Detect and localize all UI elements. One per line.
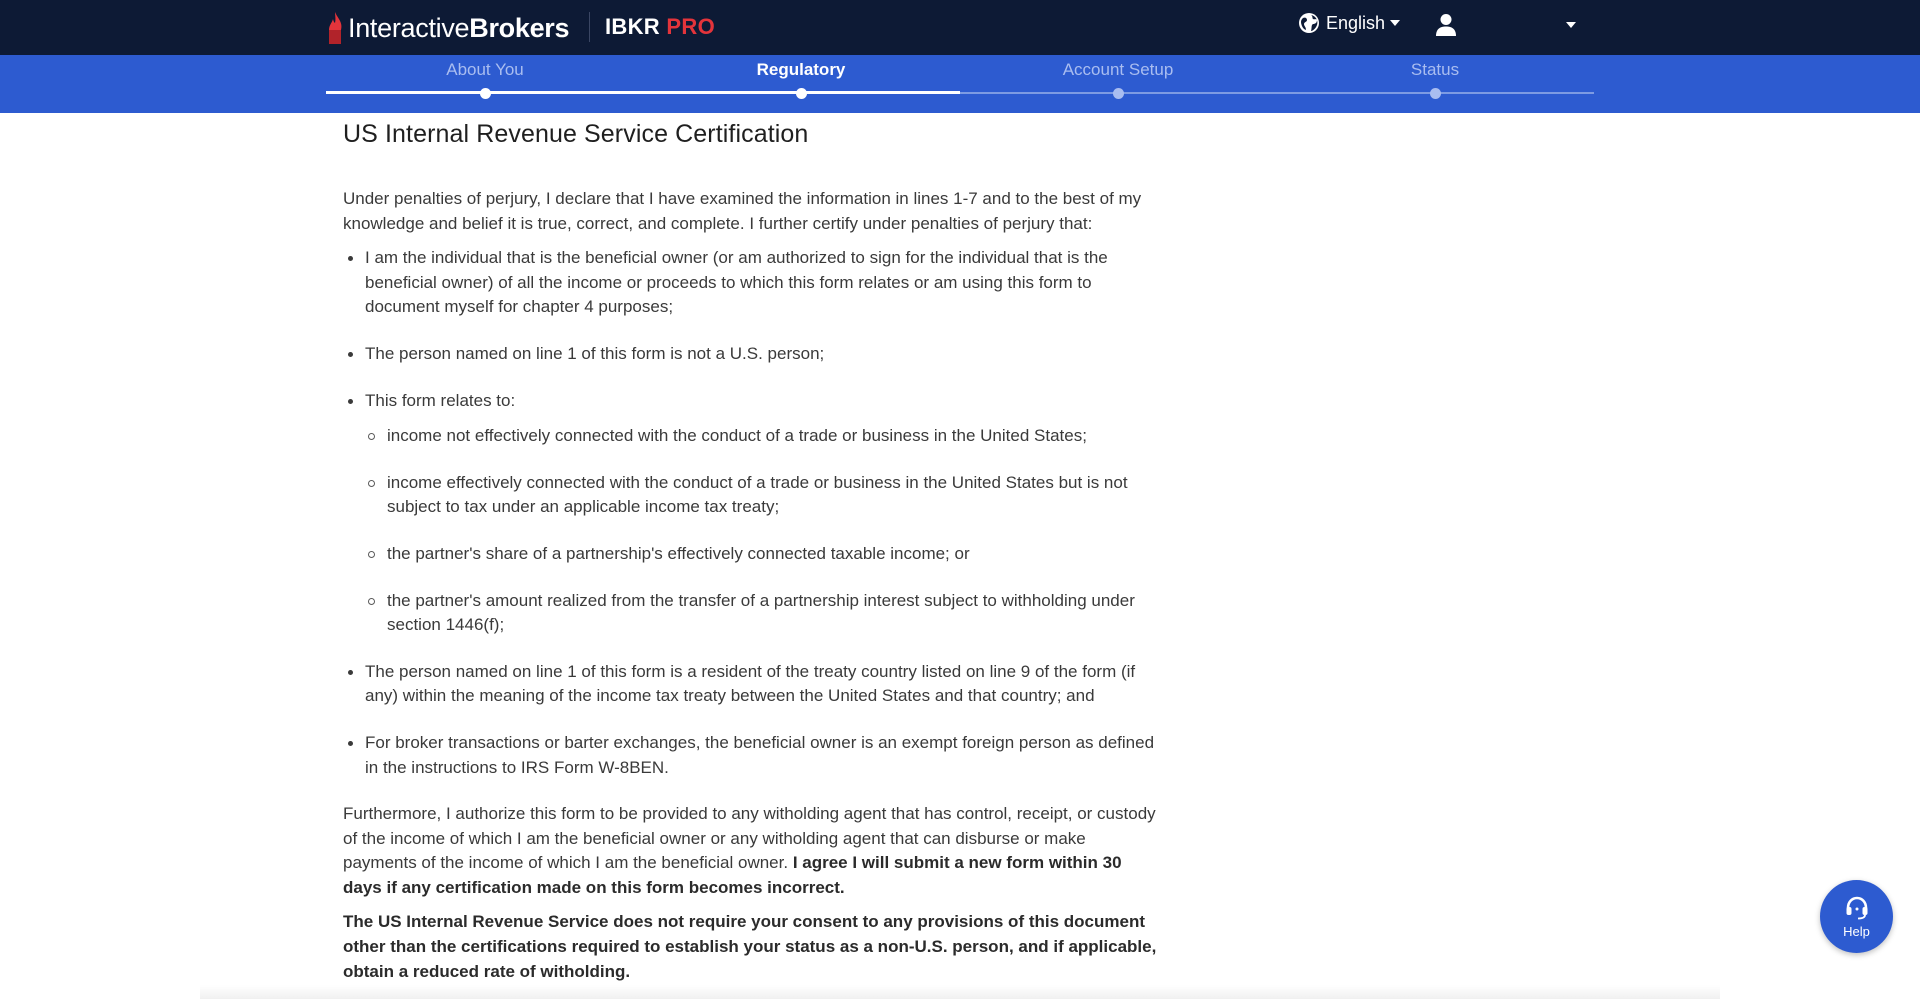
sub-list-item: income not effectively connected with the conduct of a trade or business in the United States; bbox=[365, 424, 1158, 449]
step-status[interactable]: Status bbox=[1410, 60, 1460, 79]
language-label: English bbox=[1326, 12, 1386, 33]
intro-paragraph: Under penalties of perjury, I declare that I have examined the information in lines 1-7 and to the best of my knowledge and belief it is true, correct, and complete. I further certify under penalties of perjury that: bbox=[343, 189, 1142, 233]
product-name bbox=[605, 14, 715, 40]
step-dot-about-you bbox=[480, 88, 491, 99]
sub-list-item: the partner's share of a partnership's effectively connected taxable income; or bbox=[365, 542, 1158, 567]
interactive-brokers-logo[interactable] bbox=[326, 8, 569, 48]
globe-icon bbox=[1298, 12, 1320, 34]
list-item: For broker transactions or barter exchanges, the beneficial owner is an exempt foreign person as defined in the instructions to IRS Form W-8BEN. bbox=[343, 731, 1158, 780]
progress-stepper bbox=[0, 55, 1920, 113]
step-dot-status bbox=[1430, 88, 1441, 99]
headset-icon bbox=[1844, 894, 1870, 920]
consent-paragraph: The US Internal Revenue Service does not require your consent to any provisions of this document other than the certifications required to establish your status as a non-U.S. person, and if applicable, obtain a reduced rate of witholding. bbox=[343, 912, 1157, 981]
list-item-label: This form relates to: bbox=[365, 390, 516, 410]
furthermore-bold-text: I agree I will submit a new form within 30 days if any certification made on this form becomes incorrect. bbox=[343, 853, 1122, 897]
user-menu-chevron-icon[interactable] bbox=[1566, 22, 1576, 28]
brand-light: Interactive bbox=[348, 12, 470, 43]
step-dot-account-setup bbox=[1113, 88, 1124, 99]
certification-list bbox=[343, 246, 1158, 780]
certification-content bbox=[343, 120, 1158, 994]
list-item: The person named on line 1 of this form is a resident of the treaty country listed on line 9 of the form (if any) within the meaning of the income tax treaty between the United States and that country; and bbox=[343, 660, 1158, 709]
furthermore-text: Furthermore, I authorize this form to be provided to any witholding agent that has control, receipt, or custody of the income of which I am the beneficial owner or any witholding agent that can disburse or make payments of the income of which I am the beneficial owner. bbox=[343, 804, 1156, 873]
sub-list-item: income effectively connected with the conduct of a trade or business in the United States but is not subject to tax under an applicable income tax treaty; bbox=[365, 471, 1158, 520]
top-header bbox=[0, 0, 1920, 55]
step-dot-regulatory bbox=[796, 88, 807, 99]
chevron-down-icon bbox=[1390, 20, 1400, 26]
language-selector[interactable] bbox=[1298, 12, 1400, 34]
furthermore-paragraph bbox=[343, 802, 1158, 900]
product-tier: PRO bbox=[666, 14, 715, 39]
step-account-setup[interactable]: Account Setup bbox=[1062, 60, 1174, 79]
step-about-you[interactable]: About You bbox=[446, 60, 524, 79]
ib-flame-icon bbox=[326, 11, 344, 45]
help-button[interactable] bbox=[1820, 880, 1893, 953]
page-title: US Internal Revenue Service Certification bbox=[343, 120, 809, 148]
brand-bold: Brokers bbox=[469, 12, 570, 43]
progress-track-completed bbox=[326, 91, 960, 94]
logo-divider bbox=[589, 12, 590, 42]
user-icon[interactable] bbox=[1435, 13, 1457, 37]
list-item: I am the individual that is the beneficial owner (or am authorized to sign for the individual that is the beneficial owner) of all the income or proceeds to which this form relates or am using this form to document myself for chapter 4 purposes; bbox=[343, 246, 1158, 320]
sub-list-item: the partner's amount realized from the transfer of a partnership interest subject to withholding under section 1446(f); bbox=[365, 589, 1158, 638]
step-regulatory[interactable]: Regulatory bbox=[756, 60, 846, 79]
help-label: Help bbox=[1843, 924, 1870, 939]
product-label: IBKR bbox=[605, 14, 660, 39]
list-item-form-relates bbox=[343, 389, 1158, 638]
sub-list bbox=[365, 424, 1158, 638]
list-item: The person named on line 1 of this form is not a U.S. person; bbox=[343, 342, 1158, 367]
footer-shadow bbox=[200, 985, 1720, 999]
